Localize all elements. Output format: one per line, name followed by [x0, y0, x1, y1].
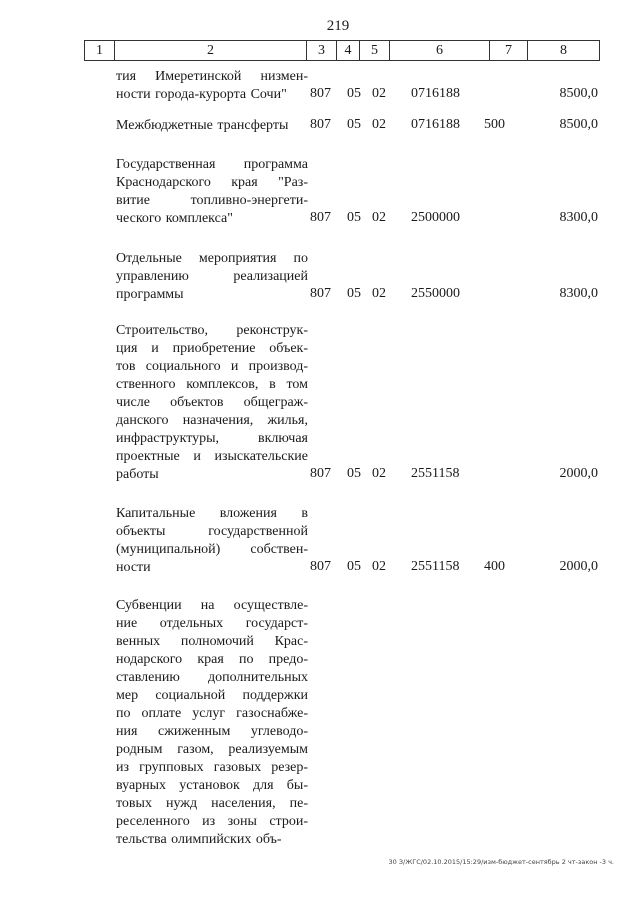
description-line: ности	[116, 560, 151, 575]
col-6-value: 2550000	[411, 286, 460, 301]
col-3-value: 807	[310, 117, 331, 132]
col-8-value: 2000,0	[559, 466, 598, 481]
description-line: ние отдельных государст-	[116, 616, 308, 631]
col-8-value: 2000,0	[559, 559, 598, 574]
description-line: объекты государственной	[116, 524, 308, 539]
description-line: ственного комплексов, в том	[116, 377, 308, 392]
col-3-value: 807	[310, 86, 331, 101]
col-6-value: 2500000	[411, 210, 460, 225]
row-description	[116, 250, 308, 304]
col-7-value: 500	[484, 117, 505, 132]
col-8-value: 8300,0	[559, 286, 598, 301]
header-col-8: 8	[560, 43, 567, 58]
description-line: данского назначения, жилья,	[116, 413, 308, 428]
description-line: Краснодарского края "Раз-	[116, 175, 308, 190]
col-4-value: 05	[347, 210, 361, 225]
description-line: Строительство, реконструк-	[116, 323, 308, 338]
col-3-value: 807	[310, 210, 331, 225]
description-line: нодарского края по предо-	[116, 652, 308, 667]
col-5-value: 02	[372, 210, 386, 225]
header-col-1: 1	[85, 41, 115, 60]
header-col-2: 2	[115, 41, 307, 60]
col-4-value: 05	[347, 466, 361, 481]
description-line: работы	[116, 467, 159, 482]
col-5-value: 02	[372, 86, 386, 101]
description-line: (муниципальной) собствен-	[116, 542, 308, 557]
description-line: Отдельные мероприятия по	[116, 251, 308, 266]
col-5-value: 02	[372, 286, 386, 301]
description-line: инфраструктуры, включая	[116, 431, 308, 446]
col-5-value: 02	[372, 117, 386, 132]
col-3-value: 807	[310, 286, 331, 301]
document-footer: 30 З/ЖГС/02.10.2015/15:29/изм-бюджет-сентябрь 2 чт-закон -3 ч.	[388, 858, 614, 866]
col-4-value: 05	[347, 559, 361, 574]
description-line: из групповых газовых резер-	[116, 760, 308, 775]
description-line: ция и приобретение объек-	[116, 341, 308, 356]
col-6-value: 0716188	[411, 86, 460, 101]
row-description	[116, 156, 308, 228]
col-5-value: 02	[372, 559, 386, 574]
description-line: числе объектов общеграж-	[116, 395, 308, 410]
header-col-7: 7	[490, 41, 528, 60]
description-line: тия Имеретинской низмен-	[116, 69, 308, 84]
header-col-3: 3	[307, 41, 337, 60]
header-col-5: 5	[360, 41, 390, 60]
row-description	[116, 68, 308, 104]
description-line: реселенного из зоны строи-	[116, 814, 308, 829]
description-line: вуарных установок для бы-	[116, 778, 308, 793]
description-line: родным газом, реализуемым	[116, 742, 308, 757]
page-number: 219	[326, 18, 350, 34]
col-8-value: 8500,0	[559, 86, 598, 101]
col-3-value: 807	[310, 466, 331, 481]
header-col-4: 4	[337, 41, 360, 60]
col-5-value: 02	[372, 466, 386, 481]
description-line: Субвенции на осуществле-	[116, 598, 308, 613]
col-4-value: 05	[347, 286, 361, 301]
row-description	[116, 597, 308, 849]
description-line: витие топливно-энергети-	[116, 193, 308, 208]
description-line: тов социального и производ-	[116, 359, 308, 374]
description-line: по оплате услуг газоснабже-	[116, 706, 308, 721]
col-6-value: 2551158	[411, 466, 460, 481]
row-description	[116, 322, 308, 484]
col-4-value: 05	[347, 117, 361, 132]
header-col-6: 6	[390, 41, 490, 60]
description-line: мер социальной поддержки	[116, 688, 308, 703]
row-description	[116, 505, 308, 577]
col-6-value: 0716188	[411, 117, 460, 132]
col-7-value: 400	[484, 559, 505, 574]
description-line: Государственная программа	[116, 157, 308, 172]
description-line: ческого комплекса"	[116, 211, 233, 226]
col-8-value: 8500,0	[559, 117, 598, 132]
description-line: венных полномочий Крас-	[116, 634, 308, 649]
description-line: управлению реализацией	[116, 269, 308, 284]
table-header	[84, 40, 600, 61]
description-line: товых нужд населения, пе-	[116, 796, 308, 811]
col-4-value: 05	[347, 86, 361, 101]
description-line: ставлению дополнительных	[116, 670, 308, 685]
description-line: программы	[116, 287, 184, 302]
row-description	[116, 117, 308, 135]
col-8-value: 8300,0	[559, 210, 598, 225]
col-6-value: 2551158	[411, 559, 460, 574]
description-line: ности города-курорта Сочи"	[116, 87, 287, 102]
description-line: Межбюджетные трансферты	[116, 118, 289, 133]
description-line: тельства олимпийских объ-	[116, 832, 282, 847]
col-3-value: 807	[310, 559, 331, 574]
description-line: ния сжиженным углеводо-	[116, 724, 308, 739]
description-line: проектные и изыскательские	[116, 449, 308, 464]
description-line: Капитальные вложения в	[116, 506, 308, 521]
